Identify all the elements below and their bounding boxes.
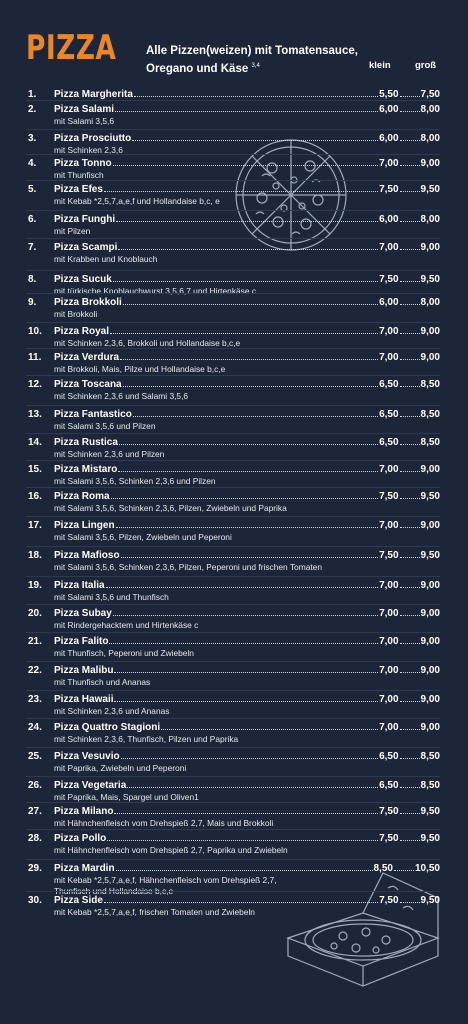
- leader-dots: [113, 165, 378, 166]
- menu-item-name: Pizza Pollo: [54, 833, 107, 844]
- price-large: 8,00: [420, 104, 440, 115]
- price-large: 9,50: [420, 895, 440, 906]
- divider: [26, 375, 440, 376]
- menu-item-name: Pizza Roma: [54, 491, 110, 502]
- menu-item-name: Pizza Funghi: [54, 214, 116, 225]
- leader-dots: [400, 359, 420, 360]
- menu-item-number: 8.: [28, 274, 37, 285]
- menu-item-number: 10.: [28, 326, 42, 337]
- menu-item-line: [54, 580, 440, 591]
- menu-item-line: [54, 437, 440, 448]
- leader-dots: [104, 902, 378, 903]
- menu-item-line: [54, 520, 440, 531]
- menu-item-description: mit Salami 3,5,6, Schinken 2,3,6 und Pilzen: [54, 476, 216, 486]
- menu-item-number: 13.: [28, 409, 42, 420]
- divider: [26, 129, 440, 130]
- price-large: 9,00: [420, 665, 440, 676]
- price-small: 7,50: [379, 184, 399, 195]
- menu-item-line: [54, 665, 440, 676]
- menu-item-name: Pizza Royal: [54, 326, 110, 337]
- price-small: 7,00: [379, 665, 399, 676]
- menu-item-line: [54, 89, 440, 100]
- menu-item-name: Pizza Tonno: [54, 158, 112, 169]
- leader-dots: [400, 333, 420, 334]
- menu-item-description: mit Schinken 2,3,6, Brokkoli und Hollandaise b,c,e: [54, 338, 241, 348]
- price-small: 7,00: [379, 242, 399, 253]
- price-small: 7,50: [379, 806, 399, 817]
- leader-dots: [115, 111, 378, 112]
- menu-item-name: Pizza Toscana: [54, 379, 122, 390]
- menu-item-name: Pizza Fantastico: [54, 409, 132, 420]
- menu-item-number: 11.: [28, 352, 42, 363]
- leader-dots: [111, 498, 378, 499]
- price-small: 7,00: [379, 158, 399, 169]
- divider: [26, 661, 440, 662]
- menu-item-number: 26.: [28, 780, 42, 791]
- menu-item-number: 23.: [28, 694, 42, 705]
- leader-dots: [110, 333, 378, 334]
- leader-dots: [114, 672, 378, 673]
- price-small: 7,50: [379, 833, 399, 844]
- menu-item-line: [54, 751, 440, 762]
- menu-item-description: mit Schinken 2,3,6 und Salami 3,5,6: [54, 391, 189, 401]
- menu-item-line: [54, 409, 440, 420]
- price-small: 7,50: [379, 550, 399, 561]
- price-large: 9,50: [420, 274, 440, 285]
- leader-dots: [400, 471, 420, 472]
- leader-dots: [104, 191, 378, 192]
- menu-item-description: mit Salami 3,5,6, Pilzen, Zwiebeln und Peperoni: [54, 532, 232, 542]
- leader-dots: [400, 787, 420, 788]
- leader-dots: [121, 557, 378, 558]
- price-large: 9,50: [420, 806, 440, 817]
- divider: [26, 405, 440, 406]
- divider: [26, 238, 440, 239]
- page-title: PIZZA: [26, 28, 117, 68]
- menu-item-line: [54, 184, 440, 195]
- divider: [26, 859, 440, 860]
- leader-dots: [132, 140, 378, 141]
- menu-item-description: mit Hähnchenfleisch vom Drehspieß 2,7, Paprika und Zwiebeln: [54, 845, 288, 855]
- menu-item-number: 21.: [28, 636, 42, 647]
- price-large: 9,00: [420, 158, 440, 169]
- price-small: 7,50: [379, 274, 399, 285]
- menu-item-name: Pizza Mistaro: [54, 464, 118, 475]
- leader-dots: [400, 498, 420, 499]
- menu-item-name: Pizza Efes: [54, 184, 103, 195]
- price-large: 10,50: [414, 863, 440, 874]
- price-small: 7,50: [379, 895, 399, 906]
- leader-dots: [116, 221, 378, 222]
- menu-item-description: mit Pilzen: [54, 226, 91, 236]
- menu-item-line: [54, 694, 440, 705]
- leader-dots: [400, 416, 420, 417]
- price-small: 7,50: [379, 491, 399, 502]
- menu-item-number: 30.: [28, 895, 42, 906]
- menu-item-number: 5.: [28, 184, 37, 195]
- menu-item-description: mit Thunfisch und Ananas: [54, 677, 151, 687]
- menu-item-description: mit Salami 3,5,6, Schinken 2,3,6, Pilzen, Peperoni und frischen Tomaten: [54, 562, 322, 572]
- price-large: 9,50: [420, 491, 440, 502]
- price-small: 8,50: [373, 863, 393, 874]
- divider: [26, 487, 440, 488]
- menu-item-name: Pizza Milano: [54, 806, 114, 817]
- menu-item-name: Pizza Italia: [54, 580, 105, 591]
- menu-item-description: mit Brokkoli, Mais, Pilze und Hollandaise b,c,e: [54, 364, 226, 374]
- divider: [26, 516, 440, 517]
- menu-item-description: mit Kebab *2,5,7,a,e,f, Hähnchenfleisch vom Drehspieß 2,7, Thunfisch und Hollandaise b,c,e: [54, 875, 277, 896]
- price-large: 9,00: [420, 636, 440, 647]
- leader-dots: [121, 758, 378, 759]
- price-small: 7,00: [379, 722, 399, 733]
- leader-dots: [400, 444, 420, 445]
- price-small: 7,00: [379, 580, 399, 591]
- price-small: 6,50: [379, 780, 399, 791]
- menu-item-line: [54, 833, 440, 844]
- menu-item-line: [54, 895, 440, 906]
- menu-item-name: Pizza Scampi: [54, 242, 118, 253]
- divider: [26, 433, 440, 434]
- leader-dots: [400, 249, 420, 250]
- price-large: 9,00: [420, 326, 440, 337]
- price-large: 8,50: [420, 379, 440, 390]
- divider: [26, 718, 440, 719]
- price-large: 9,00: [420, 520, 440, 531]
- divider: [26, 293, 440, 294]
- menu-item-number: 25.: [28, 751, 42, 762]
- divider: [26, 270, 440, 271]
- leader-dots: [400, 304, 420, 305]
- leader-dots: [114, 813, 378, 814]
- menu-item-description: mit Paprika, Zwiebeln und Peperoni: [54, 763, 187, 773]
- menu-item-line: [54, 722, 440, 733]
- leader-dots: [118, 249, 378, 250]
- price-large: 8,00: [420, 214, 440, 225]
- leader-dots: [400, 191, 420, 192]
- leader-dots: [400, 643, 420, 644]
- price-small: 6,50: [379, 409, 399, 420]
- menu-item-description: mit Kebab *2,5,7,a,e,f, frischen Tomaten und Zwiebeln: [54, 907, 255, 917]
- leader-dots: [106, 587, 378, 588]
- price-small: 7,00: [379, 352, 399, 363]
- leader-dots: [116, 527, 379, 528]
- menu-item-line: [54, 806, 440, 817]
- menu-item-line: [54, 104, 440, 115]
- leader-dots: [123, 304, 378, 305]
- menu-item-line: [54, 133, 440, 144]
- menu-item-description: mit türkische Knoblauchwurst 3,5,6,7 und Hirtenkäse c: [54, 286, 257, 296]
- price-small: 6,00: [379, 214, 399, 225]
- menu-item-description: mit Schinken 2,3,6 und Ananas: [54, 706, 170, 716]
- menu-item-line: [54, 464, 440, 475]
- menu-item-number: 20.: [28, 608, 42, 619]
- leader-dots: [400, 758, 420, 759]
- leader-dots: [400, 813, 420, 814]
- divider: [26, 802, 440, 803]
- menu-item-line: [54, 274, 440, 285]
- price-large: 8,00: [420, 133, 440, 144]
- leader-dots: [118, 471, 378, 472]
- price-large: 9,50: [420, 833, 440, 844]
- menu-item-name: Pizza Mafioso: [54, 550, 120, 561]
- menu-item-name: Pizza Vegetaria: [54, 780, 127, 791]
- price-large: 9,00: [420, 580, 440, 591]
- menu-item-number: 27.: [28, 806, 42, 817]
- divider: [26, 348, 440, 349]
- leader-dots: [400, 111, 420, 112]
- menu-item-line: [54, 550, 440, 561]
- menu-item-number: 3.: [28, 133, 37, 144]
- menu-item-line: [54, 863, 440, 874]
- leader-dots: [123, 386, 378, 387]
- divider: [26, 891, 440, 892]
- menu-item-number: 2.: [28, 104, 37, 115]
- price-small: 6,50: [379, 437, 399, 448]
- leader-dots: [109, 643, 378, 644]
- menu-item-line: [54, 158, 440, 169]
- leader-dots: [119, 444, 378, 445]
- menu-item-name: Pizza Mardin: [54, 863, 115, 874]
- menu-item-number: 24.: [28, 722, 42, 733]
- divider: [26, 546, 440, 547]
- price-large: 8,00: [420, 297, 440, 308]
- divider: [26, 632, 440, 633]
- price-small: 7,00: [379, 464, 399, 475]
- menu-item-number: 22.: [28, 665, 42, 676]
- leader-dots: [400, 96, 420, 97]
- leader-dots: [113, 615, 378, 616]
- menu-item-number: 6.: [28, 214, 37, 225]
- leader-dots: [400, 557, 420, 558]
- price-large: 9,00: [420, 608, 440, 619]
- menu-item-number: 12.: [28, 379, 42, 390]
- price-large: 9,50: [420, 550, 440, 561]
- menu-item-number: 9.: [28, 297, 37, 308]
- price-large: 9,00: [420, 722, 440, 733]
- price-large: 7,50: [420, 89, 440, 100]
- menu-item-number: 17.: [28, 520, 42, 531]
- menu-item-name: Pizza Lingen: [54, 520, 115, 531]
- menu-item-line: [54, 491, 440, 502]
- menu-item-line: [54, 297, 440, 308]
- menu-item-number: 15.: [28, 464, 42, 475]
- subtitle-line1: Alle Pizzen(weizen) mit Tomatensauce,: [146, 45, 358, 57]
- divider: [26, 154, 440, 155]
- price-small: 5,50: [379, 89, 399, 100]
- price-large: 9,50: [420, 184, 440, 195]
- price-small: 6,00: [379, 297, 399, 308]
- divider: [26, 576, 440, 577]
- divider: [26, 210, 440, 211]
- menu-item-description: mit Thunfisch: [54, 170, 104, 180]
- menu-item-number: 19.: [28, 580, 42, 591]
- divider: [26, 776, 440, 777]
- divider: [26, 180, 440, 181]
- menu-item-number: 29.: [28, 863, 42, 874]
- menu-item-name: Pizza Hawaii: [54, 694, 114, 705]
- price-small: 6,00: [379, 104, 399, 115]
- menu-item-description: mit Kebab *2,5,7,a,e,f und Hollandaise b,c, e: [54, 196, 220, 206]
- leader-dots: [400, 615, 420, 616]
- menu-item-line: [54, 214, 440, 225]
- divider: [26, 690, 440, 691]
- price-large: 8,50: [420, 437, 440, 448]
- menu-item-line: [54, 379, 440, 390]
- menu-item-name: Pizza Subay: [54, 608, 112, 619]
- leader-dots: [120, 359, 378, 360]
- price-large: 9,00: [420, 352, 440, 363]
- column-header-small: klein: [369, 60, 391, 71]
- menu-item-description: mit Salami 3,5,6 und Thunfisch: [54, 592, 169, 602]
- menu-item-name: Pizza Margherita: [54, 89, 133, 100]
- menu-item-name: Pizza Malibu: [54, 665, 114, 676]
- divider: [26, 322, 440, 323]
- menu-item-name: Pizza Sucuk: [54, 274, 112, 285]
- menu-item-description: mit Krabben und Knoblauch: [54, 254, 158, 264]
- menu-item-description: mit Salami 3,5,6 und Pilzen: [54, 421, 156, 431]
- menu-item-name: Pizza Rustica: [54, 437, 118, 448]
- divider: [26, 604, 440, 605]
- price-small: 7,00: [379, 636, 399, 647]
- menu-item-number: 18.: [28, 550, 42, 561]
- menu-item-description: mit Hähnchenfleisch vom Drehspieß 2,7, Mais und Brokkoli: [54, 818, 274, 828]
- price-large: 8,50: [420, 751, 440, 762]
- leader-dots: [400, 386, 420, 387]
- leader-dots: [400, 672, 420, 673]
- menu-item-line: [54, 242, 440, 253]
- leader-dots: [400, 221, 420, 222]
- menu-item-line: [54, 326, 440, 337]
- leader-dots: [116, 870, 373, 871]
- menu-item-line: [54, 780, 440, 791]
- menu-item-name: Pizza Quattro Stagioni: [54, 722, 161, 733]
- price-large: 8,50: [420, 409, 440, 420]
- price-small: 6,50: [379, 751, 399, 762]
- price-large: 9,00: [420, 242, 440, 253]
- menu-item-number: 16.: [28, 491, 42, 502]
- subtitle-line2: Oregano und Käse: [146, 62, 249, 75]
- price-small: 6,50: [379, 379, 399, 390]
- price-small: 7,00: [379, 520, 399, 531]
- menu-item-description: mit Schinken 2,3,6 und Pilzen: [54, 449, 165, 459]
- leader-dots: [400, 140, 420, 141]
- menu-item-name: Pizza Prosciutto: [54, 133, 132, 144]
- leader-dots: [161, 729, 378, 730]
- leader-dots: [114, 701, 378, 702]
- menu-item-line: [54, 636, 440, 647]
- leader-dots: [394, 870, 414, 871]
- menu-item-name: Pizza Brokkoli: [54, 297, 122, 308]
- price-small: 6,00: [379, 133, 399, 144]
- menu-item-description: mit Thunfisch, Peperoni und Zwiebeln: [54, 648, 194, 658]
- price-small: 7,00: [379, 326, 399, 337]
- leader-dots: [134, 96, 378, 97]
- menu-item-description: mit Rindergehacktem und Hirtenkäse c: [54, 620, 199, 630]
- menu-item-line: [54, 352, 440, 363]
- menu-item-description: mit Brokkoli: [54, 309, 98, 319]
- menu-item-number: 7.: [28, 242, 37, 253]
- leader-dots: [400, 527, 420, 528]
- menu-item-description: mit Schinken 2,3,6: [54, 145, 123, 155]
- subtitle-allergen-code: 3,4: [251, 63, 260, 69]
- menu-item-number: 4.: [28, 158, 37, 169]
- leader-dots: [400, 902, 420, 903]
- menu-header: [0, 0, 468, 90]
- column-header-large: groß: [415, 60, 437, 71]
- price-large: 8,50: [420, 780, 440, 791]
- menu-item-name: Pizza Vesuvio: [54, 751, 120, 762]
- leader-dots: [400, 587, 420, 588]
- menu-item-description: mit Salami 3,5,6: [54, 116, 115, 126]
- menu-item-line: [54, 608, 440, 619]
- leader-dots: [400, 729, 420, 730]
- menu-item-number: 1.: [28, 89, 37, 100]
- leader-dots: [133, 416, 378, 417]
- leader-dots: [400, 281, 420, 282]
- divider: [26, 100, 440, 101]
- price-small: 7,00: [379, 694, 399, 705]
- menu-item-number: 28.: [28, 833, 42, 844]
- menu-item-name: Pizza Verdura: [54, 352, 120, 363]
- menu-item-description: mit Salami 3,5,6, Schinken 2,3,6, Pilzen, Zwiebeln und Paprika: [54, 503, 287, 513]
- leader-dots: [107, 840, 378, 841]
- price-large: 9,00: [420, 694, 440, 705]
- divider: [26, 829, 440, 830]
- price-small: 7,00: [379, 608, 399, 619]
- menu-item-name: Pizza Salami: [54, 104, 115, 115]
- menu-item-description: mit Schinken 2,3,6, Thunfisch, Pilzen und Paprika: [54, 734, 239, 744]
- menu-item-number: 14.: [28, 437, 42, 448]
- leader-dots: [113, 281, 378, 282]
- leader-dots: [400, 840, 420, 841]
- leader-dots: [127, 787, 378, 788]
- divider: [26, 460, 440, 461]
- menu-item-description: mit Paprika, Mais, Spargel und Oliven1: [54, 792, 199, 802]
- divider: [26, 747, 440, 748]
- menu-item-name: Pizza Side: [54, 895, 103, 906]
- price-large: 9,00: [420, 464, 440, 475]
- leader-dots: [400, 701, 420, 702]
- menu-item-name: Pizza Falito: [54, 636, 109, 647]
- leader-dots: [400, 165, 420, 166]
- menu-subtitle: [146, 44, 366, 77]
